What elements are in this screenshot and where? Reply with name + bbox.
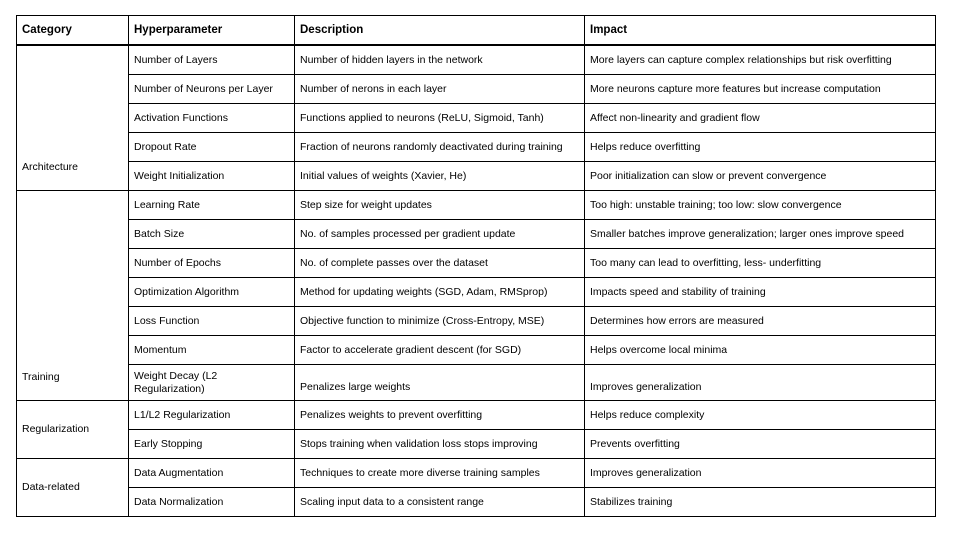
impact-cell: Affect non-linearity and gradient flow: [585, 104, 936, 133]
description-cell: Method for updating weights (SGD, Adam, RMSprop): [295, 278, 585, 307]
description-cell: Scaling input data to a consistent range: [295, 488, 585, 517]
header-row: [17, 16, 936, 46]
table-row: [17, 104, 936, 133]
header-impact: Impact: [585, 16, 936, 46]
table-row: [17, 249, 936, 278]
header-hyperparameter: Hyperparameter: [129, 16, 295, 46]
hyperparameter-table: [16, 15, 936, 517]
description-cell: Fraction of neurons randomly deactivated during training: [295, 133, 585, 162]
header-category: Category: [17, 16, 129, 46]
hyperparameter-cell: Momentum: [129, 336, 295, 365]
table-row: [17, 430, 936, 459]
hyperparameter-cell: Number of Epochs: [129, 249, 295, 278]
impact-cell: Too many can lead to overfitting, less- underfitting: [585, 249, 936, 278]
impact-cell: Improves generalization: [585, 459, 936, 488]
description-cell: Objective function to minimize (Cross-Entropy, MSE): [295, 307, 585, 336]
table-row: [17, 336, 936, 365]
impact-cell: Prevents overfitting: [585, 430, 936, 459]
description-cell: Functions applied to neurons (ReLU, Sigmoid, Tanh): [295, 104, 585, 133]
hyperparameter-cell: L1/L2 Regularization: [129, 401, 295, 430]
table-row: [17, 488, 936, 517]
header-description: Description: [295, 16, 585, 46]
category-cell-training: Training: [17, 191, 129, 401]
hyperparameter-cell: Data Augmentation: [129, 459, 295, 488]
table-body: [17, 45, 936, 517]
impact-cell: Determines how errors are measured: [585, 307, 936, 336]
table-row: [17, 278, 936, 307]
impact-cell: Helps reduce overfitting: [585, 133, 936, 162]
description-cell: Stops training when validation loss stops improving: [295, 430, 585, 459]
impact-cell: Improves generalization: [585, 365, 936, 401]
hyperparameter-cell: Loss Function: [129, 307, 295, 336]
hyperparameter-cell: Number of Layers: [129, 45, 295, 75]
hyperparameter-cell: Early Stopping: [129, 430, 295, 459]
impact-cell: Poor initialization can slow or prevent convergence: [585, 162, 936, 191]
hyperparameter-cell: Weight Initialization: [129, 162, 295, 191]
impact-cell: Too high: unstable training; too low: slow convergence: [585, 191, 936, 220]
description-cell: Number of hidden layers in the network: [295, 45, 585, 75]
description-cell: Techniques to create more diverse training samples: [295, 459, 585, 488]
table-header: [17, 16, 936, 46]
description-cell: Number of nerons in each layer: [295, 75, 585, 104]
hyperparameter-cell: Dropout Rate: [129, 133, 295, 162]
description-cell: No. of complete passes over the dataset: [295, 249, 585, 278]
category-cell-architecture: Architecture: [17, 45, 129, 191]
hyperparameter-cell: Number of Neurons per Layer: [129, 75, 295, 104]
impact-cell: Smaller batches improve generalization; larger ones improve speed: [585, 220, 936, 249]
description-cell: Penalizes weights to prevent overfitting: [295, 401, 585, 430]
hyperparameter-cell: Optimization Algorithm: [129, 278, 295, 307]
table-row: [17, 191, 936, 220]
description-cell: Factor to accelerate gradient descent (for SGD): [295, 336, 585, 365]
table-row: [17, 307, 936, 336]
impact-cell: Stabilizes training: [585, 488, 936, 517]
impact-cell: Impacts speed and stability of training: [585, 278, 936, 307]
impact-cell: More neurons capture more features but increase computation: [585, 75, 936, 104]
description-cell: No. of samples processed per gradient update: [295, 220, 585, 249]
table-row: [17, 75, 936, 104]
table-row: [17, 401, 936, 430]
impact-cell: More layers can capture complex relationships but risk overfitting: [585, 45, 936, 75]
description-cell: Initial values of weights (Xavier, He): [295, 162, 585, 191]
hyperparameter-cell: Learning Rate: [129, 191, 295, 220]
description-cell: Step size for weight updates: [295, 191, 585, 220]
table-row: [17, 162, 936, 191]
table-row: [17, 365, 936, 401]
hyperparameter-cell: Data Normalization: [129, 488, 295, 517]
table-row: [17, 459, 936, 488]
table-row: [17, 45, 936, 75]
hyperparameter-cell: Weight Decay (L2 Regularization): [129, 365, 295, 401]
impact-cell: Helps overcome local minima: [585, 336, 936, 365]
description-cell: Penalizes large weights: [295, 365, 585, 401]
table-row: [17, 220, 936, 249]
category-cell-regularization: Regularization: [17, 401, 129, 459]
table-row: [17, 133, 936, 162]
hyperparameter-cell: Activation Functions: [129, 104, 295, 133]
category-cell-data-related: Data-related: [17, 459, 129, 517]
hyperparameter-cell: Batch Size: [129, 220, 295, 249]
impact-cell: Helps reduce complexity: [585, 401, 936, 430]
